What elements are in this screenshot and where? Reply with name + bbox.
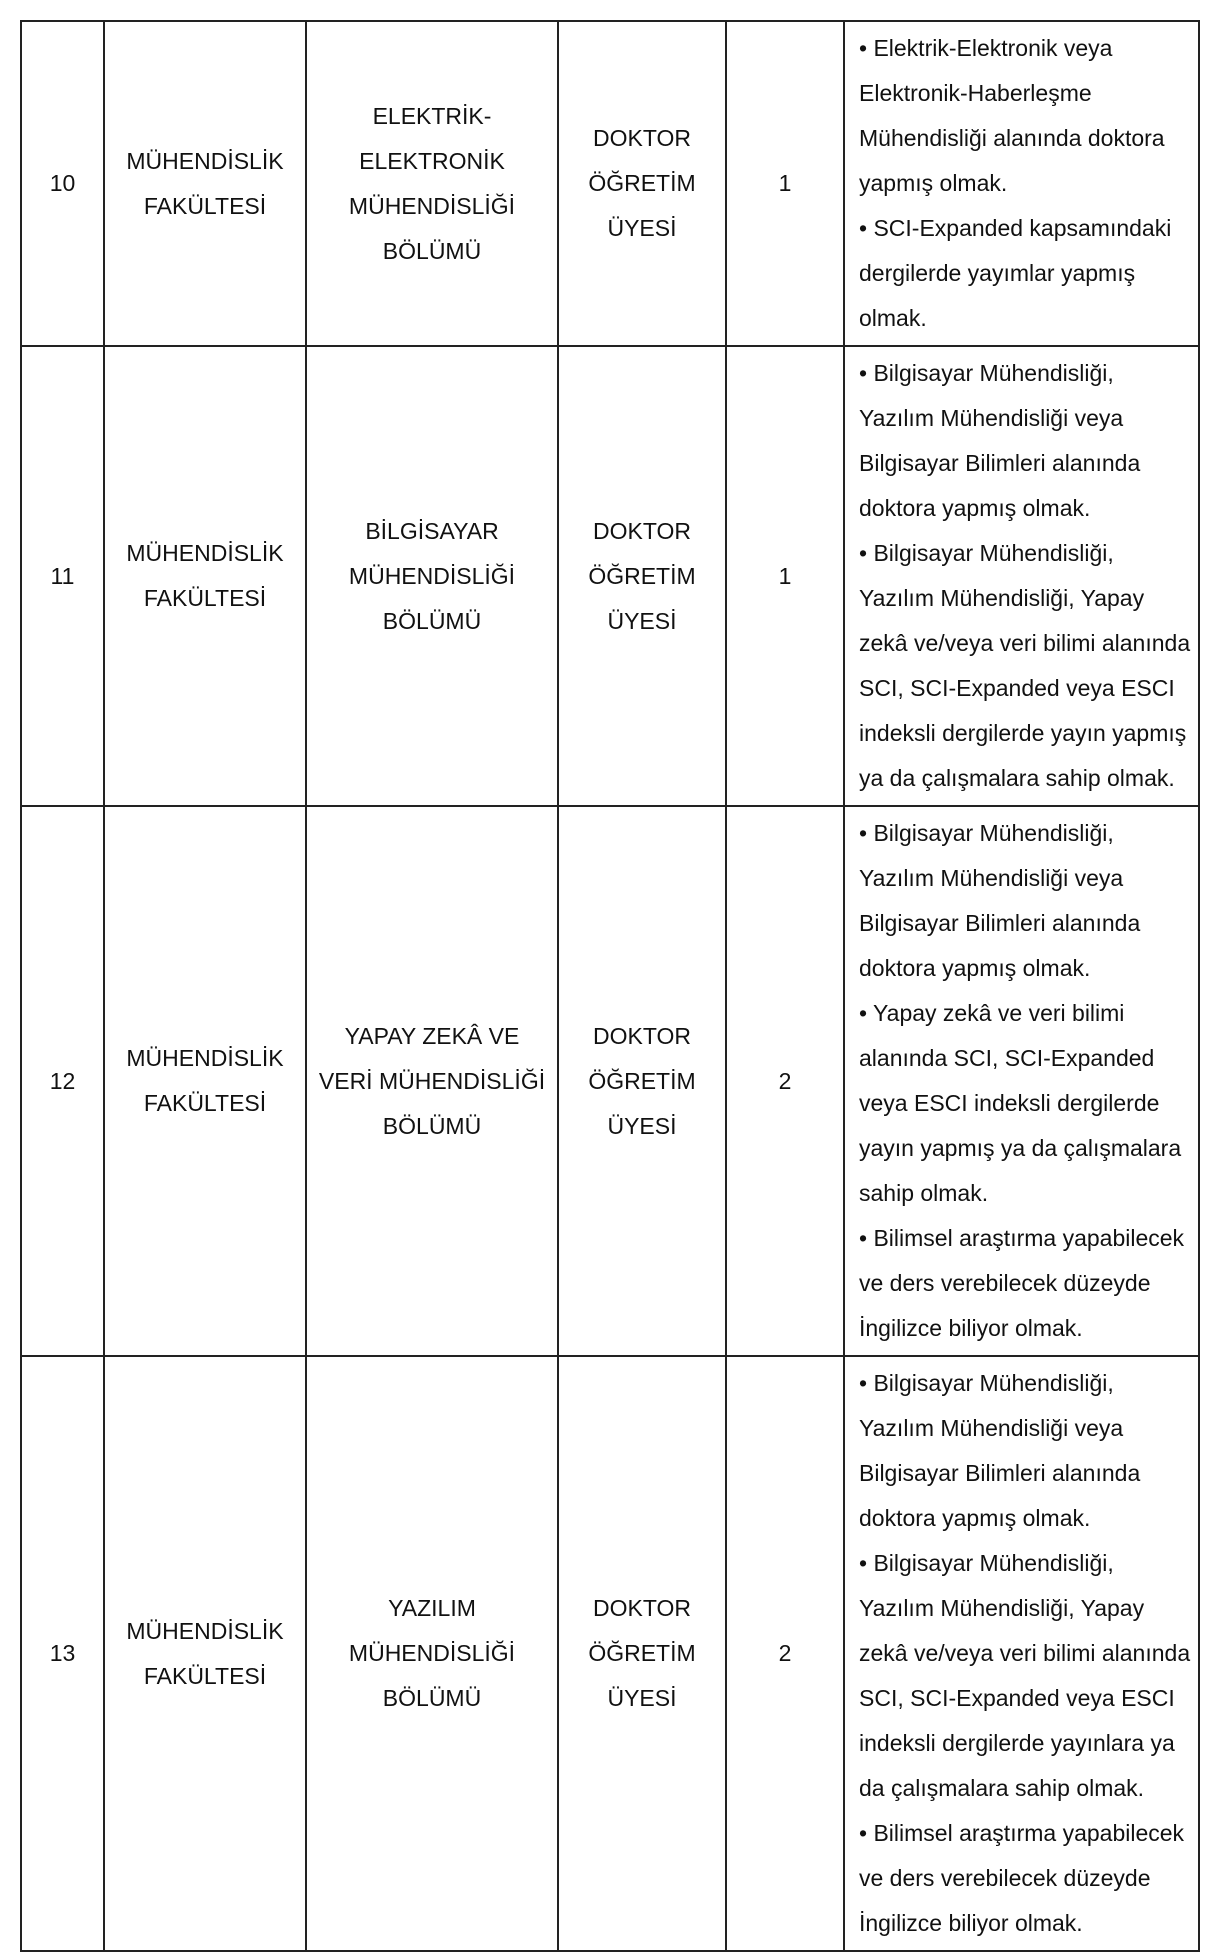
- department-cell: BİLGİSAYAR MÜHENDİSLİĞİ BÖLÜMÜ: [306, 346, 558, 806]
- row-number: 12: [21, 806, 104, 1356]
- requirements-cell: • Bilgisayar Mühendisliği, Yazılım Mühendisliği veya Bilgisayar Bilimleri alanında doktora yapmış olmak. • Bilgisayar Mühendisliği, Yazılım Mühendisliği, Yapay zekâ ve/veya veri bilimi alanında SCI, SCI-Expanded veya ESCI indeksli dergilerde yayın yapmış ya da çalışmalara sahip olmak.: [844, 346, 1199, 806]
- faculty-cell: MÜHENDİSLİK FAKÜLTESİ: [104, 346, 306, 806]
- faculty-cell: MÜHENDİSLİK FAKÜLTESİ: [104, 806, 306, 1356]
- department-cell: YAZILIM MÜHENDİSLİĞİ BÖLÜMÜ: [306, 1356, 558, 1951]
- position-count: 1: [726, 21, 844, 346]
- table-row: [21, 21, 1199, 346]
- requirements-cell: • Bilgisayar Mühendisliği, Yazılım Mühendisliği veya Bilgisayar Bilimleri alanında doktora yapmış olmak. • Bilgisayar Mühendisliği, Yazılım Mühendisliği, Yapay zekâ ve/veya veri bilimi alanında SCI, SCI-Expanded veya ESCI indeksli dergilerde yayınlara ya da çalışmalara sahip olmak. • Bilimsel araştırma yapabilecek ve ders verebilecek düzeyde İngilizce biliyor olmak.: [844, 1356, 1199, 1951]
- table-row: [21, 346, 1199, 806]
- department-cell: YAPAY ZEKÂ VE VERİ MÜHENDİSLİĞİ BÖLÜMÜ: [306, 806, 558, 1356]
- requirements-cell: • Elektrik-Elektronik veya Elektronik-Haberleşme Mühendisliği alanında doktora yapmış olmak. • SCI-Expanded kapsamındaki dergilerde yayımlar yapmış olmak.: [844, 21, 1199, 346]
- positions-table: [20, 20, 1200, 1952]
- row-number: 10: [21, 21, 104, 346]
- table-row: [21, 1356, 1199, 1951]
- department-cell: ELEKTRİK- ELEKTRONİK MÜHENDİSLİĞİ BÖLÜMÜ: [306, 21, 558, 346]
- title-cell: DOKTOR ÖĞRETİM ÜYESİ: [558, 806, 726, 1356]
- title-cell: DOKTOR ÖĞRETİM ÜYESİ: [558, 21, 726, 346]
- row-number: 13: [21, 1356, 104, 1951]
- position-count: 2: [726, 806, 844, 1356]
- positions-table-body: [21, 21, 1199, 1951]
- row-number: 11: [21, 346, 104, 806]
- faculty-cell: MÜHENDİSLİK FAKÜLTESİ: [104, 1356, 306, 1951]
- position-count: 2: [726, 1356, 844, 1951]
- table-row: [21, 806, 1199, 1356]
- requirements-cell: • Bilgisayar Mühendisliği, Yazılım Mühendisliği veya Bilgisayar Bilimleri alanında doktora yapmış olmak. • Yapay zekâ ve veri bilimi alanında SCI, SCI-Expanded veya ESCI indeksli dergilerde yayın yapmış ya da çalışmalara sahip olmak. • Bilimsel araştırma yapabilecek ve ders verebilecek düzeyde İngilizce biliyor olmak.: [844, 806, 1199, 1356]
- title-cell: DOKTOR ÖĞRETİM ÜYESİ: [558, 1356, 726, 1951]
- title-cell: DOKTOR ÖĞRETİM ÜYESİ: [558, 346, 726, 806]
- faculty-cell: MÜHENDİSLİK FAKÜLTESİ: [104, 21, 306, 346]
- position-count: 1: [726, 346, 844, 806]
